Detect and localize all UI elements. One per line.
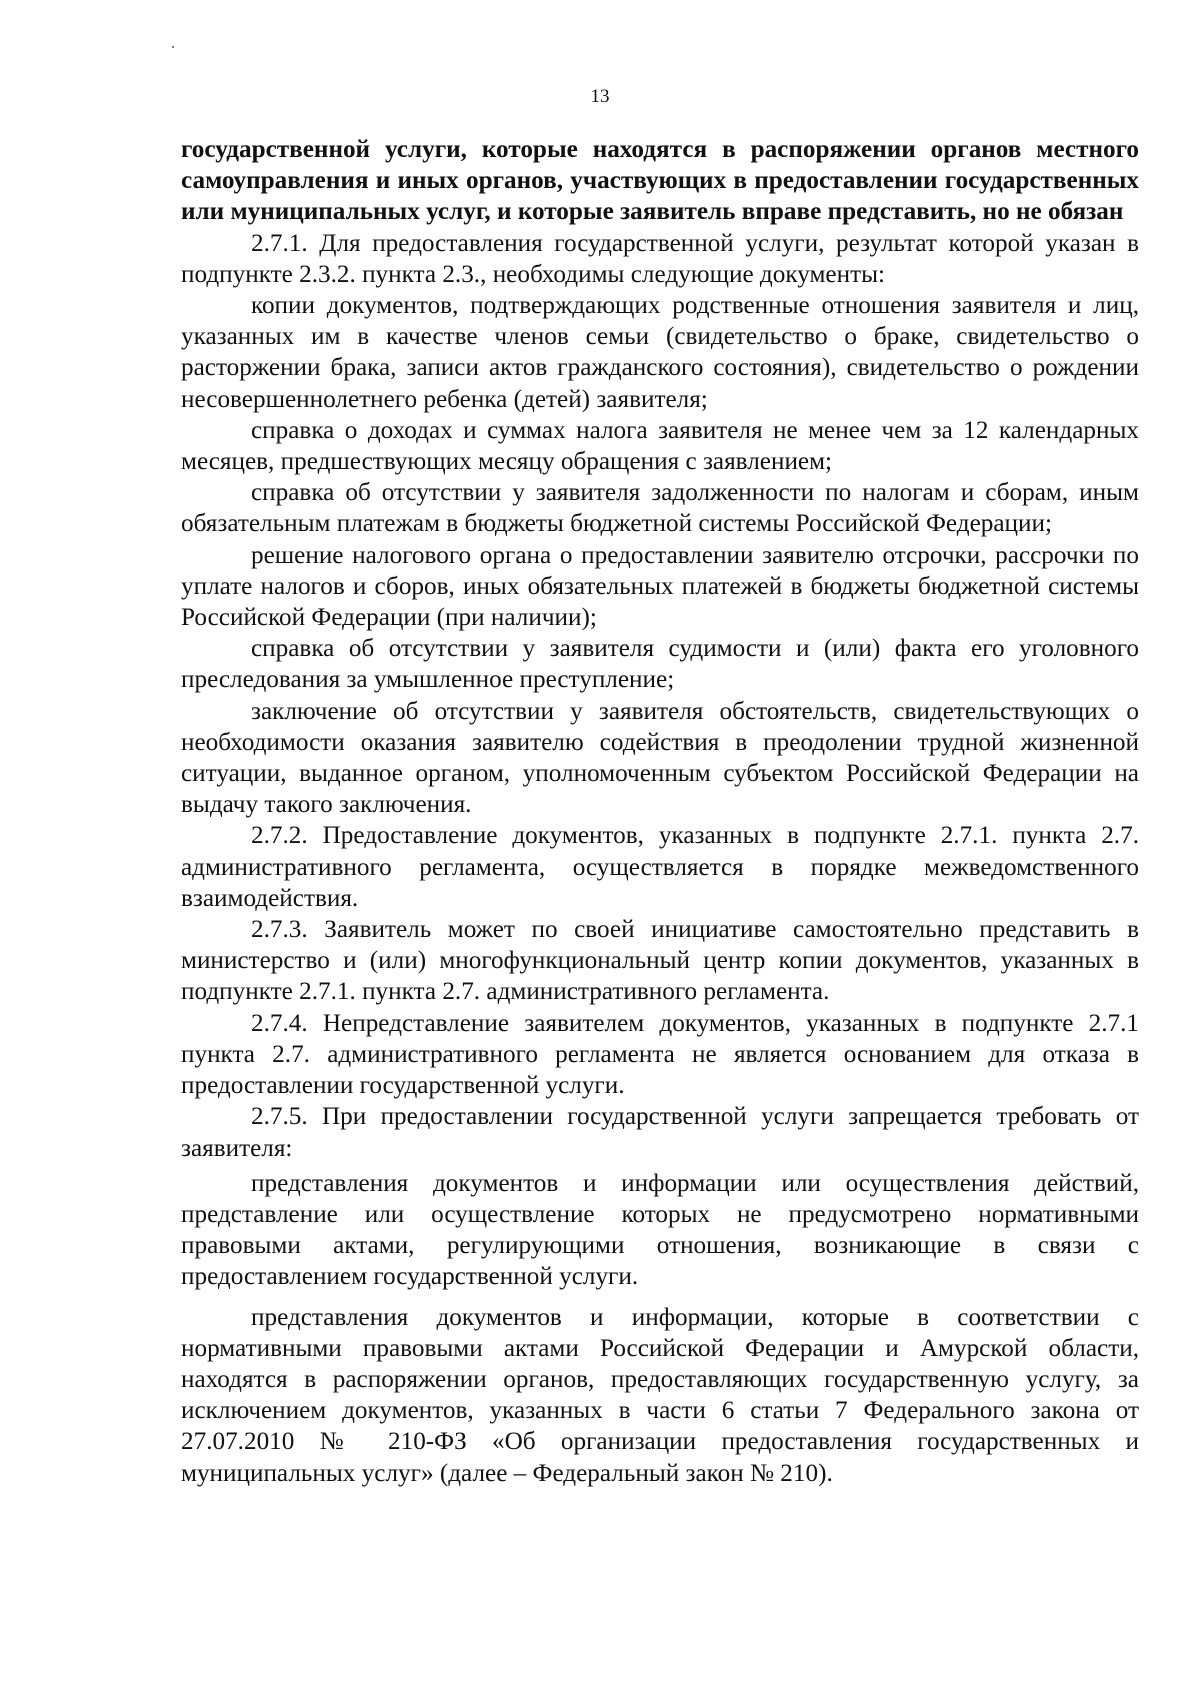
paragraph-2-7-4: 2.7.4. Непредставление заявителем документов, указанных в подпункте 2.7.1 пункта 2.7. административного регламента не является основанием для отказа в предоставлении государственной услуги. [181, 1009, 1139, 1100]
paragraph-2-7-3: 2.7.3. Заявитель может по своей инициативе самостоятельно представить в министерство и (или) многофункциональный центр копии документов, указанных в подпункте 2.7.1. пункта 2.7. административного регламента. [181, 916, 1139, 1006]
document-body [181, 134, 1139, 1489]
list-item-criminal-record-certificate: справка об отсутствии у заявителя судимости и (или) факта его уголовного преследования за умышленное преступление; [181, 635, 1139, 694]
page-number: 13 [590, 86, 610, 107]
list-item-income-certificate: справка о доходах и суммах налога заявителя не менее чем за 12 календарных месяцев, предшествующих месяцу обращения с заявлением; [181, 416, 1139, 476]
list-item-tax-deferral-decision: решение налогового органа о предоставлении заявителю отсрочки, рассрочки по уплате налогов и сборов, иных обязательных платежей в бюджеты бюджетной системы Российской Федерации (при наличии); [181, 541, 1139, 632]
prohibited-requirement-2: представления документов и информации, которые в соответствии с нормативными правовыми актами Российской Федерации и Амурской области, находятся в распоряжении органов, предоставляющих государственную услугу, за исключением документов, указанных в части 6 статьи 7 Федерального закона от 27.07.2010 № 210-ФЗ «Об организации предоставления государственных и муниципальных услуг» (далее – Федеральный закон № 210). [181, 1303, 1139, 1487]
list-item-hardship-conclusion: заключение об отсутствии у заявителя обстоятельств, свидетельствующих о необходимости оказания заявителю содействия в преодолении трудной жизненной ситуации, выданное органом, уполномоченным субъектом Российской Федерации на выдачу такого заключения. [181, 697, 1139, 819]
prohibited-requirement-1: представления документов и информации или осуществления действий, представление или осуществление которых не предусмотрено нормативными правовыми актами, регулирующими отношения, возникающие в связи с предоставлением государственной услуги. [181, 1169, 1139, 1291]
paragraph-2-7-2: 2.7.2. Предоставление документов, указанных в подпункте 2.7.1. пункта 2.7. административного регламента, осуществляется в порядке межведомственного взаимодействия. [181, 822, 1139, 912]
paragraph-2-7-5: 2.7.5. При предоставлении государственной услуги запрещается требовать от заявителя: [181, 1103, 1139, 1162]
list-item-kinship-documents: копии документов, подтверждающих родственные отношения заявителя и лиц, указанных им в качестве членов семьи (свидетельство о браке, свидетельство о расторжении брака, записи актов гражданского состояния), свидетельство о рождении несовершеннолетнего ребенка (детей) заявителя; [181, 292, 1139, 413]
list-item-tax-debt-certificate: справка об отсутствии у заявителя задолженности по налогам и сборам, иным обязательным платежам в бюджеты бюджетной системы Российской Федерации; [181, 479, 1139, 538]
section-heading: государственной услуги, которые находятся в распоряжении органов местного самоуправления и иных органов, участвующих в предоставлении государственных или муниципальных услуг, и которые заявитель вправе представить, но не обязан [181, 136, 1139, 226]
scan-speck [172, 46, 174, 48]
paragraph-2-7-1: 2.7.1. Для предоставления государственной услуги, результат которой указан в подпункте 2.3.2. пункта 2.3., необходимы следующие документы: [181, 229, 1139, 288]
